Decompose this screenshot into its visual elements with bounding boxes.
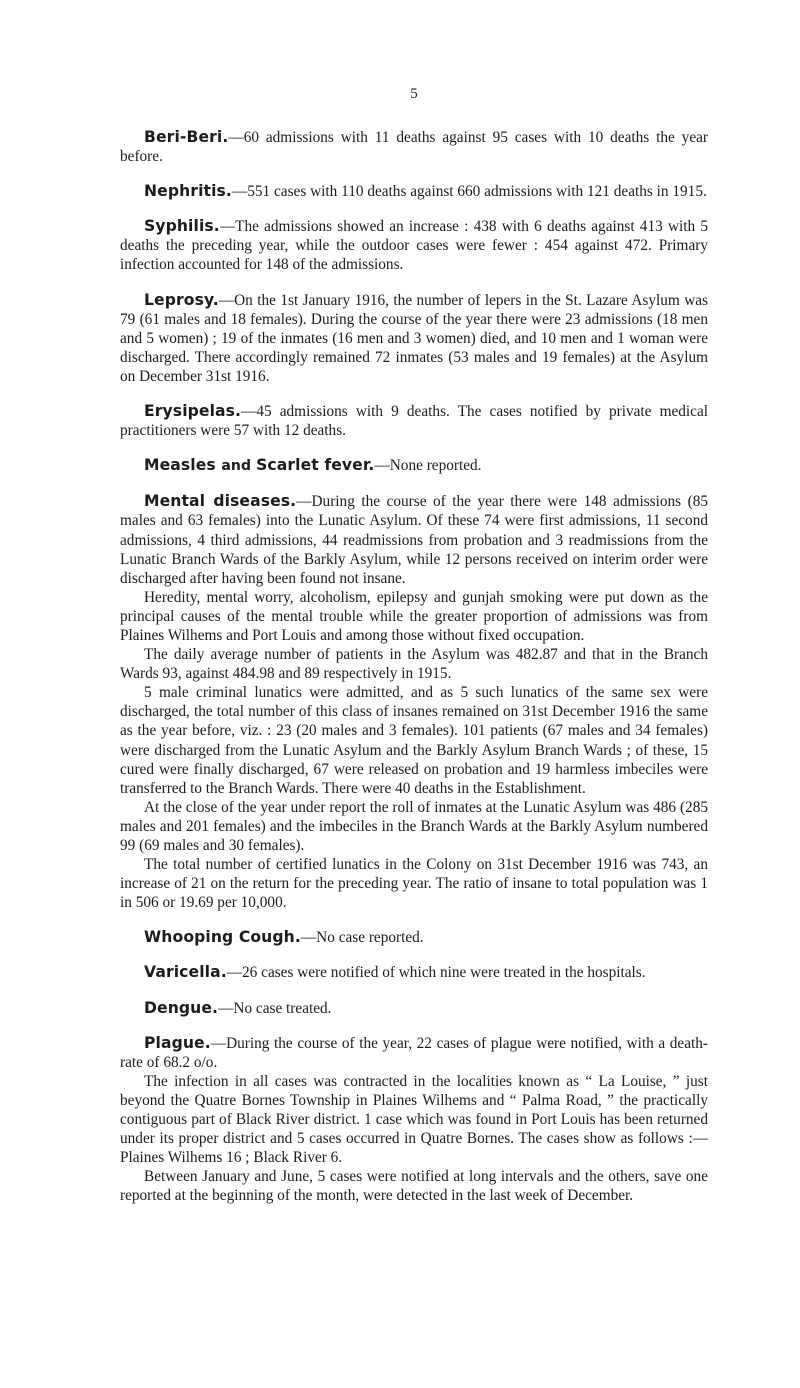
paragraph: [120, 291, 708, 386]
section-heading: Plague.: [144, 1033, 211, 1052]
paragraph: [120, 928, 708, 947]
body-text: [120, 128, 708, 1222]
section-leprosy: [120, 291, 708, 386]
paragraph: The infection in all cases was contracted in the localities known as “ La Louise, ” just beyond the Quatre Bornes Township in Plaines Wilhems and “ Palma Road, ” the practically contiguous part of Black River district. 1 case which was found in Port Louis has been returned under its proper district and 5 cases occurred in Quatre Bornes. The cases show as follows :— Plaines Wilhems 16 ; Black River 6.: [120, 1072, 708, 1167]
section-heading: Whooping Cough.: [144, 928, 301, 947]
section-whooping-cough: [120, 928, 708, 947]
section-erysipelas: [120, 402, 708, 440]
paragraph: [120, 182, 708, 201]
paragraph: The total number of certified lunatics in the Colony on 31st December 1916 was 743, an increase of 21 on the return for the preceding year. The ratio of insane to total population was 1 in 506 or 19.69 per 10,000.: [120, 856, 708, 912]
section-syphilis: [120, 217, 708, 274]
section-measles-scarlet-fever: [120, 456, 708, 476]
paragraph: [120, 217, 708, 274]
paragraph: [120, 128, 708, 166]
paragraph: [120, 1034, 708, 1072]
paragraph: [120, 999, 708, 1018]
paragraph-text: —None reported.: [374, 457, 482, 475]
paragraph: Heredity, mental worry, alcoholism, epilepsy and gunjah smoking were put down as the principal causes of the mental trouble while the greater proportion of admissions was from Plaines Wilhems and Port Louis and among those without fixed occupation.: [120, 588, 708, 644]
paragraph: [120, 402, 708, 440]
section-heading: Varicella.: [144, 963, 227, 982]
paragraph: At the close of the year under report the roll of inmates at the Lunatic Asylum was 486 (285 males and 201 females) and the imbeciles in the Branch Wards at the Barkly Asylum numbered 99 (69 males and 30 females).: [120, 798, 708, 854]
section-heading-conjunction: and: [221, 458, 257, 475]
paragraph-text: —The admissions showed an increase : 438 with 6 deaths against 413 with 5 deaths the preceding year, while the outdoor cases were fewer : 454 against 472. Primary infection accounted for 148 of the admissions.: [120, 218, 708, 274]
paragraph-text: —During the course of the year there were 148 admissions (85 males and 63 females) into the Lunatic Asylum. Of these 74 were first admissions, 11 second admissions, 4 third admissions, 44 readmissions from probation and 3 readmissions from the Lunatic Branch Wards of the Barkly Asylum, while 12 persons received on interim order were discharged after having been found not insane.: [120, 493, 709, 587]
paragraph-text: —No case reported.: [300, 929, 424, 947]
section-dengue: [120, 999, 708, 1018]
paragraph: [120, 492, 708, 587]
section-heading: Syphilis.: [144, 217, 220, 236]
section-heading-part: Scarlet fever.: [256, 456, 375, 475]
paragraph-text: —No case treated.: [218, 999, 332, 1017]
section-heading: Dengue.: [144, 998, 219, 1017]
paragraph: The daily average number of patients in the Asylum was 482.87 and that in the Branch Wards 93, against 484.98 and 89 respectively in 1915.: [120, 646, 708, 683]
section-varicella: [120, 963, 708, 982]
section-beri-beri: [120, 128, 708, 166]
section-heading: Beri-Beri.: [144, 128, 229, 146]
section-heading: Mental diseases.: [144, 492, 297, 511]
page-number: 5: [410, 86, 418, 102]
section-mental-diseases: [120, 492, 708, 912]
paragraph: Between January and June, 5 cases were notified at long intervals and the others, save one reported at the beginning of the month, were detected in the last week of December.: [120, 1168, 708, 1205]
paragraph-text: —During the course of the year, 22 cases of plague were notified, with a death-rate of 68.2 o/o.: [120, 1034, 708, 1071]
paragraph-text: —On the 1st January 1916, the number of lepers in the St. Lazare Asylum was 79 (61 males and 18 females). During the course of the year there were 23 admissions (18 men and 5 women) ; 19 of the inmates (16 men and 3 women) died, and 10 men and 1 woman were discharged. There accordingly remained 72 inmates (53 males and 19 females) at the Asylum on December 31st 1916.: [120, 291, 708, 385]
section-heading: Leprosy.: [144, 290, 219, 309]
section-nephritis: [120, 182, 708, 201]
paragraph: 5 male criminal lunatics were admitted, and as 5 such lunatics of the same sex were discharged, the total number of this class of insanes remained on 31st December 1916 the same as the year before, viz. : 23 (20 males and 3 females). 101 patients (67 males and 34 females) were discharged from the Lunatic Asylum and the Barkly Asylum Branch Wards ; of these, 15 cured were finally discharged, 67 were released on probation and 19 harmless imbeciles were transferred to the Branch Wards. There were 40 deaths in the Establishment.: [120, 684, 708, 797]
section-heading: Nephritis.: [144, 182, 232, 201]
paragraph-text: —45 admissions with 9 deaths. The cases notified by private medical practitioners were 57 with 12 deaths.: [120, 403, 708, 440]
section-heading-part: Measles: [144, 456, 222, 475]
paragraph: [120, 963, 708, 982]
paragraph-text: —60 admissions with 11 deaths against 95 cases with 10 deaths the year before.: [120, 129, 708, 166]
paragraph-text: —26 cases were notified of which nine were treated in the hospitals.: [226, 964, 646, 982]
paragraph-text: —551 cases with 110 deaths against 660 admissions with 121 deaths in 1915.: [231, 183, 707, 201]
section-plague: [120, 1034, 708, 1206]
paragraph: [120, 456, 708, 476]
section-heading: Erysipelas.: [144, 402, 242, 421]
